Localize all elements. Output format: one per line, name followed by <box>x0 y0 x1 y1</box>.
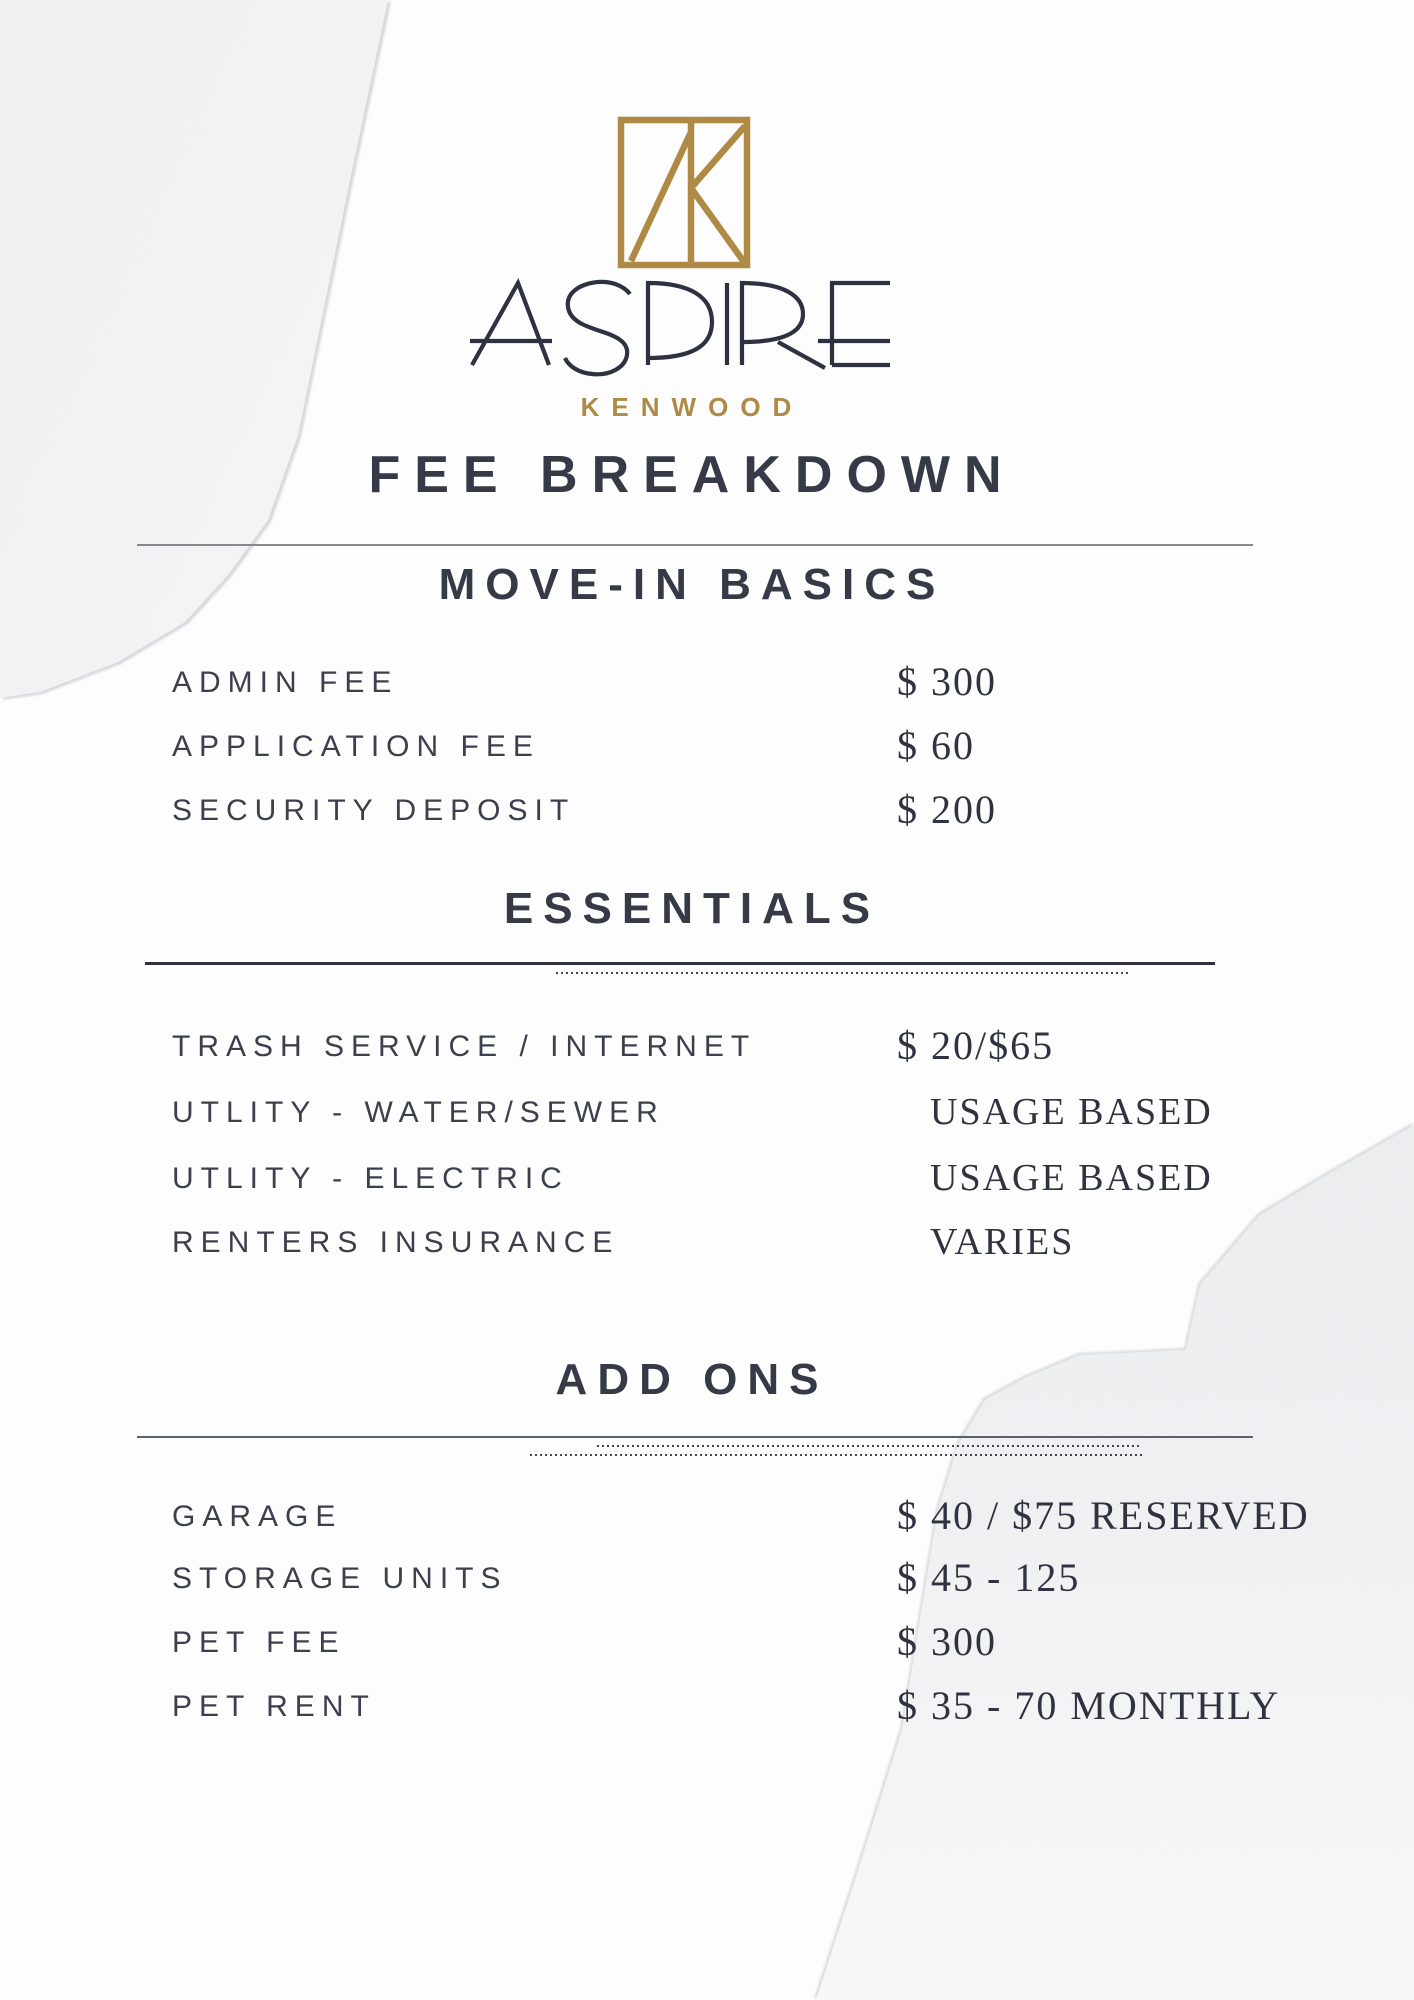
fee-row-trash-internet <box>0 1023 1414 1070</box>
essentials-dotted-divider <box>556 972 1130 974</box>
fee-label: TRASH SERVICE / INTERNET <box>172 1030 757 1063</box>
fee-value: $ 300 <box>897 1619 997 1664</box>
fee-value: USAGE BASED <box>930 1091 1213 1133</box>
fee-label: UTLITY - WATER/SEWER <box>172 1096 665 1129</box>
fee-label: STORAGE UNITS <box>172 1562 508 1595</box>
brand-monogram-icon <box>617 116 751 269</box>
section-title-essentials: ESSENTIALS <box>503 884 881 933</box>
aspire-wordmark-letters <box>460 268 900 380</box>
fee-row-utility-water-sewer <box>0 1092 1414 1136</box>
title-divider <box>137 544 1253 546</box>
fee-value: USAGE BASED <box>930 1157 1213 1199</box>
fee-label: SECURITY DEPOSIT <box>172 794 576 827</box>
fee-row-security-deposit <box>0 787 1414 834</box>
add-ons-divider <box>137 1436 1253 1438</box>
fee-row-utility-electric <box>0 1158 1414 1202</box>
fee-row-renters-insurance <box>0 1222 1414 1266</box>
fee-value: VARIES <box>930 1221 1075 1263</box>
fee-label: GARAGE <box>172 1500 343 1533</box>
fee-label: APPLICATION FEE <box>172 730 540 763</box>
fee-label: ADMIN FEE <box>172 666 399 699</box>
fee-label: PET RENT <box>172 1690 376 1723</box>
brand-location: KENWOOD <box>580 392 804 422</box>
aspire-wordmark <box>460 268 900 385</box>
fee-row-garage <box>0 1493 1414 1540</box>
page-title: FEE BREAKDOWN <box>368 446 1016 504</box>
fee-value: $ 35 - 70 MONTHLY <box>897 1683 1281 1728</box>
essentials-divider <box>145 962 1215 965</box>
add-ons-dotted-divider-1 <box>597 1445 1142 1447</box>
fee-row-pet-rent <box>0 1683 1414 1730</box>
fee-label: PET FEE <box>172 1626 346 1659</box>
fee-value: $ 45 - 125 <box>897 1555 1081 1600</box>
fee-label: UTLITY - ELECTRIC <box>172 1162 569 1195</box>
fee-label: RENTERS INSURANCE <box>172 1226 620 1259</box>
fee-row-storage-units <box>0 1555 1414 1602</box>
fee-value: $ 40 / $75 RESERVED <box>897 1493 1310 1538</box>
fee-value: $ 20/$65 <box>897 1023 1055 1068</box>
fee-row-application-fee <box>0 723 1414 770</box>
fee-row-pet-fee <box>0 1619 1414 1666</box>
fee-value: $ 60 <box>897 723 975 768</box>
fee-row-admin-fee <box>0 659 1414 706</box>
section-title-move-in-basics: MOVE-IN BASICS <box>438 560 946 609</box>
fee-value: $ 200 <box>897 787 997 832</box>
section-title-add-ons: ADD ONS <box>555 1355 829 1404</box>
add-ons-dotted-divider-2 <box>530 1454 1142 1456</box>
fee-value: $ 300 <box>897 659 997 704</box>
